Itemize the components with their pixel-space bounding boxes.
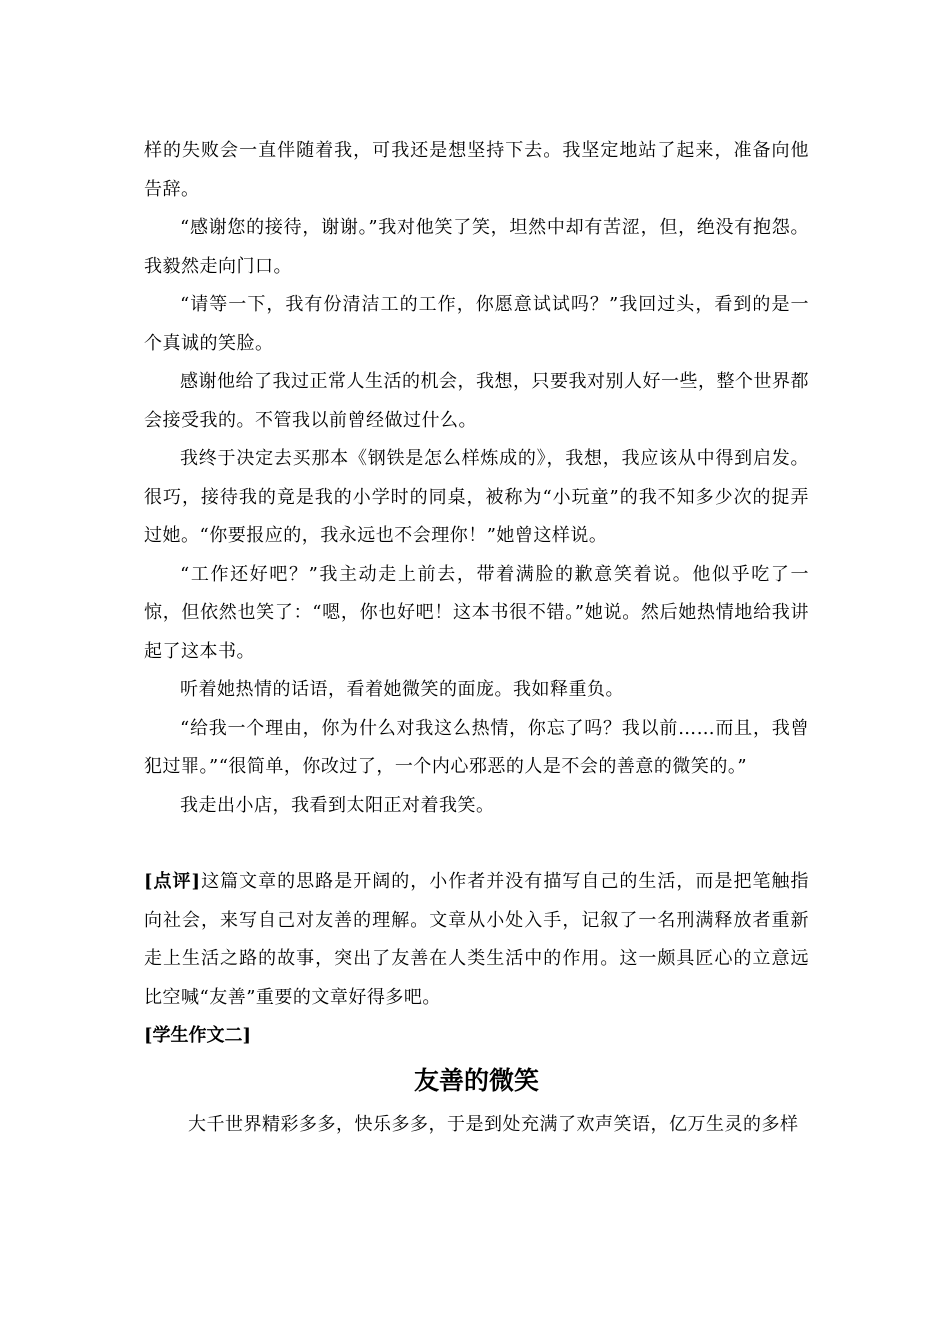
paragraph-gratitude: 感谢他给了我过正常人生活的机会，我想，只要我对别人好一些，整个世界都会接受我的。不管我以前曾经做过什么。 <box>144 371 809 431</box>
review-label: [点评] <box>144 871 201 892</box>
paragraph-continuation: 样的失败会一直伴随着我，可我还是想坚持下去。我坚定地站了起来，准备向他告辞。 <box>144 140 809 200</box>
document-body <box>144 132 809 1144</box>
section-heading: [学生作文二] <box>144 1025 252 1046</box>
section-gap <box>144 825 809 863</box>
essay-title: 友善的微笑 <box>413 1065 539 1095</box>
paragraph-reason: “给我一个理由，你为什么对我这么热情，你忘了吗？我以前……而且，我曾犯过罪。”“很简单，你改过了，一个内心邪恶的人是不会的善意的微笑的。” <box>144 717 809 777</box>
paragraph-greeting: “工作还好吧？”我主动走上前去，带着满脸的歉意笑着说。他似乎吃了一惊，但依然也笑了：“嗯，你也好吧！这本书很不错。”她说。然后她热情地给我讲起了这本书。 <box>144 563 809 662</box>
essay-first-paragraph: 大千世界精彩多多，快乐多多，于是到处充满了欢声笑语，亿万生灵的多样 <box>188 1113 799 1135</box>
paragraph-thanks: “感谢您的接待，谢谢。”我对他笑了笑，坦然中却有苦涩，但，绝没有抱怨。我毅然走向门口。 <box>144 217 809 277</box>
review-text: 这篇文章的思路是开阔的，小作者并没有描写自己的生活，而是把笔触指向社会，来写自己对友善的理解。文章从小处入手，记叙了一名刑满释放者重新走上生活之路的故事，突出了友善在人类生活中的作用。这一颇具匠心的立意远比空喊“友善”重要的文章好得多吧。 <box>144 871 809 1008</box>
paragraph-bookstore: 我终于决定去买那本《钢铁是怎么样炼成的》，我想，我应该从中得到启发。很巧，接待我的竟是我的小学时的同桌，被称为“小玩童”的我不知多少次的捉弄过她。“你要报应的，我永远也不会理你！”她曾这样说。 <box>144 448 809 546</box>
paragraph-job-offer: “请等一下，我有份清洁工的工作，你愿意试试吗？”我回过头，看到的是一个真诚的笑脸。 <box>144 294 809 354</box>
review-paragraph <box>144 863 809 1017</box>
paragraph-relief: 听着她热情的话语，看着她微笑的面庞。我如释重负。 <box>180 679 624 700</box>
paragraph-sunshine: 我走出小店，我看到太阳正对着我笑。 <box>180 794 495 816</box>
